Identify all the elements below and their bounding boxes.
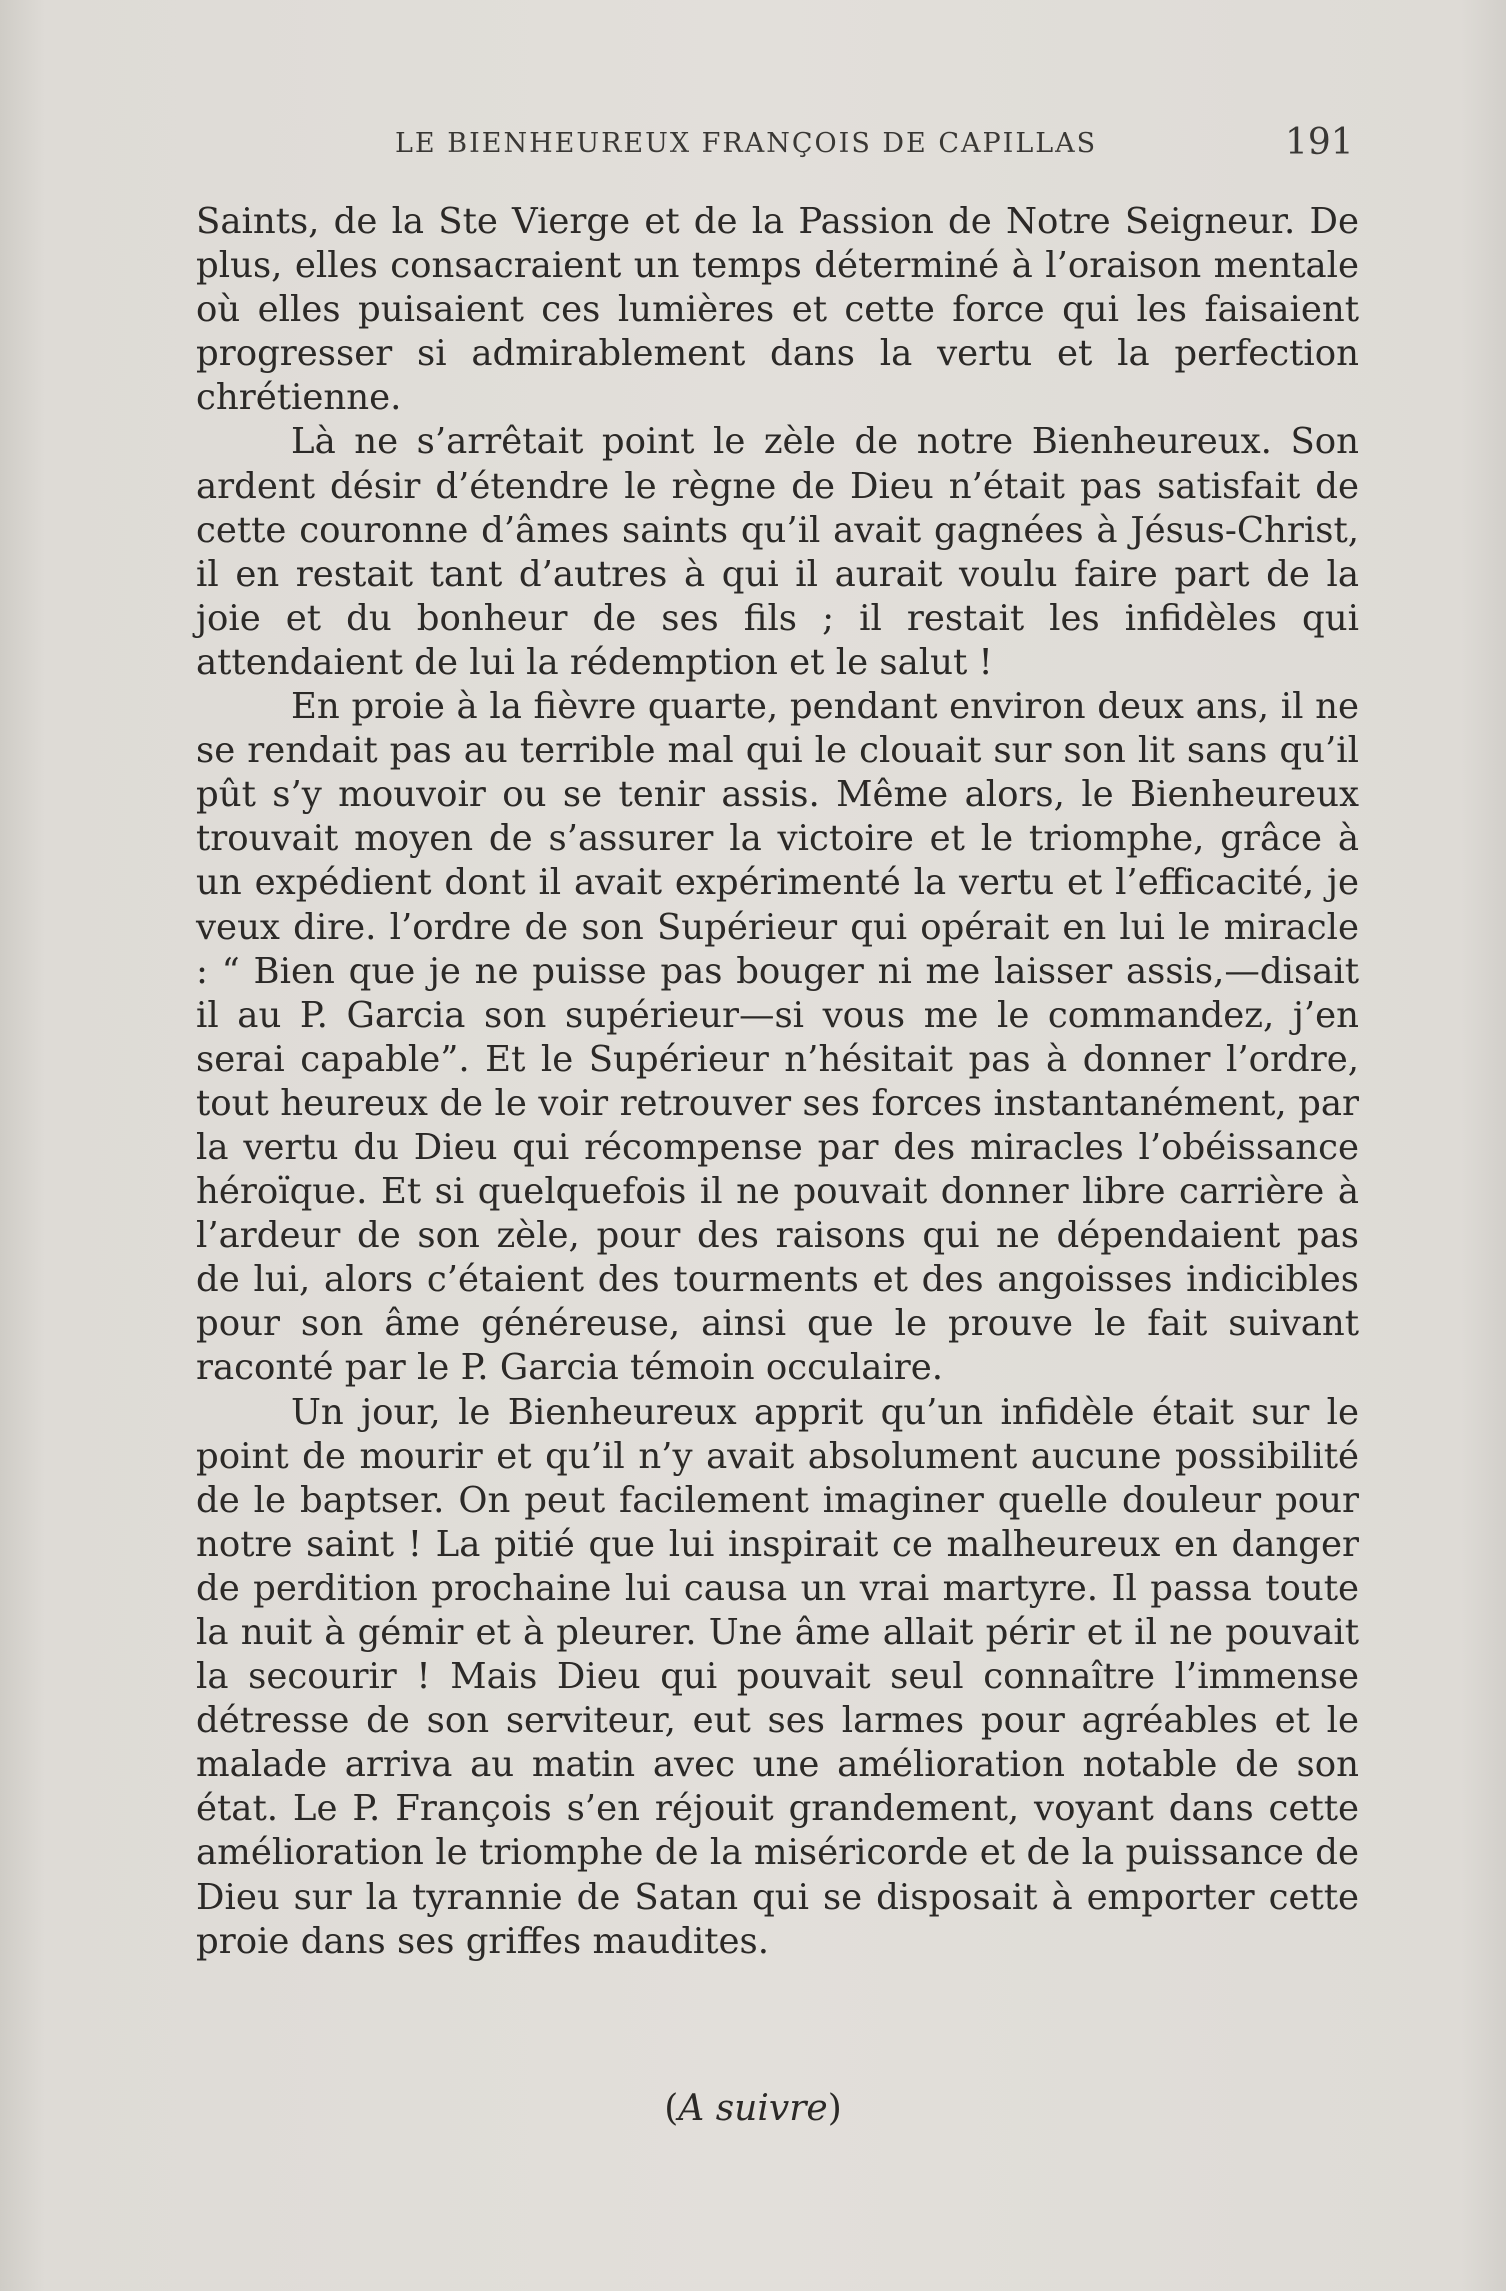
- to-be-continued-text: A suivre: [678, 2088, 828, 2129]
- paragraph-2: Là ne s’arrêtait point le zèle de notre Bienheureux. Son ardent désir d’étendre le règne de Dieu n’était pas satisfait de cette couronne d’âmes saints qu’il avait gagnées à Jésus-Christ, il en restait tant d’autres à qui il aurait voulu faire part de la joie et du bonheur de ses fils ; il restait les infidèles qui attendaient de lui la rédemption et le salut !: [196, 421, 1359, 683]
- paragraph-1: Saints, de la Ste Vierge et de la Passion de Notre Seigneur. De plus, elles consacraient un temps déterminé à l’oraison mentale où elles puisaient ces lumières et cette force qui les faisaient progresser si admirablement dans la vertu et la perfection chrétienne.: [196, 201, 1359, 419]
- running-header: LE BIENHEUREUX FRANÇOIS DE CAPILLAS: [395, 128, 1098, 159]
- paragraph-3: En proie à la fièvre quarte, pendant environ deux ans, il ne se rendait pas au terrible mal qui le clouait sur son lit sans qu’il pût s’y mouvoir ou se tenir assis. Même alors, le Bienheureux trouvait moyen de s’assurer la victoire et le triomphe, grâce à un expédient dont il avait expérimenté la vertu et l’efficacité, je veux dire. l’ordre de son Supérieur qui opérait en lui le miracle : “ Bien que je ne puisse pas bouger ni me laisser assis,—disait il au P. Garcia son supérieur—si vous me le commandez, j’en serai capable”. Et le Supérieur n’hésitait pas à donner l’ordre, tout heureux de le voir retrouver ses forces instantanément, par la vertu du Dieu qui récompense par des miracles l’obéissance héroïque. Et si quelquefois il ne pouvait donner libre carrière à l’ardeur de son zèle, pour des raisons qui ne dépendaient pas de lui, alors c’étaient des tourments et des angoisses indicibles pour son âme généreuse, ainsi que le prouve le fait suivant raconté par le P. Garcia témoin occulaire.: [196, 686, 1359, 1389]
- page-number: 191: [1285, 122, 1354, 163]
- close-paren: ): [827, 2088, 842, 2129]
- open-paren: (: [664, 2088, 679, 2129]
- page-body: [196, 200, 1359, 1964]
- paragraph-4: Un jour, le Bienheureux apprit qu’un infidèle était sur le point de mourir et qu’il n’y avait absolument aucune possibilité de le baptser. On peut facilement imaginer quelle douleur pour notre saint ! La pitié que lui inspirait ce malheureux en danger de perdition prochaine lui causa un vrai martyre. Il passa toute la nuit à gémir et à pleurer. Une âme allait périr et il ne pouvait la secourir ! Mais Dieu qui pouvait seul connaître l’immense détresse de son serviteur, eut ses larmes pour agréables et le malade arriva au matin avec une amélioration notable de son état. Le P. François s’en réjouit grandement, voyant dans cette amélioration le triomphe de la miséricorde et de la puissance de Dieu sur la tyrannie de Satan qui se disposait à emporter cette proie dans ses griffes maudites.: [196, 1391, 1359, 1962]
- to-be-continued-note: [0, 2088, 1506, 2129]
